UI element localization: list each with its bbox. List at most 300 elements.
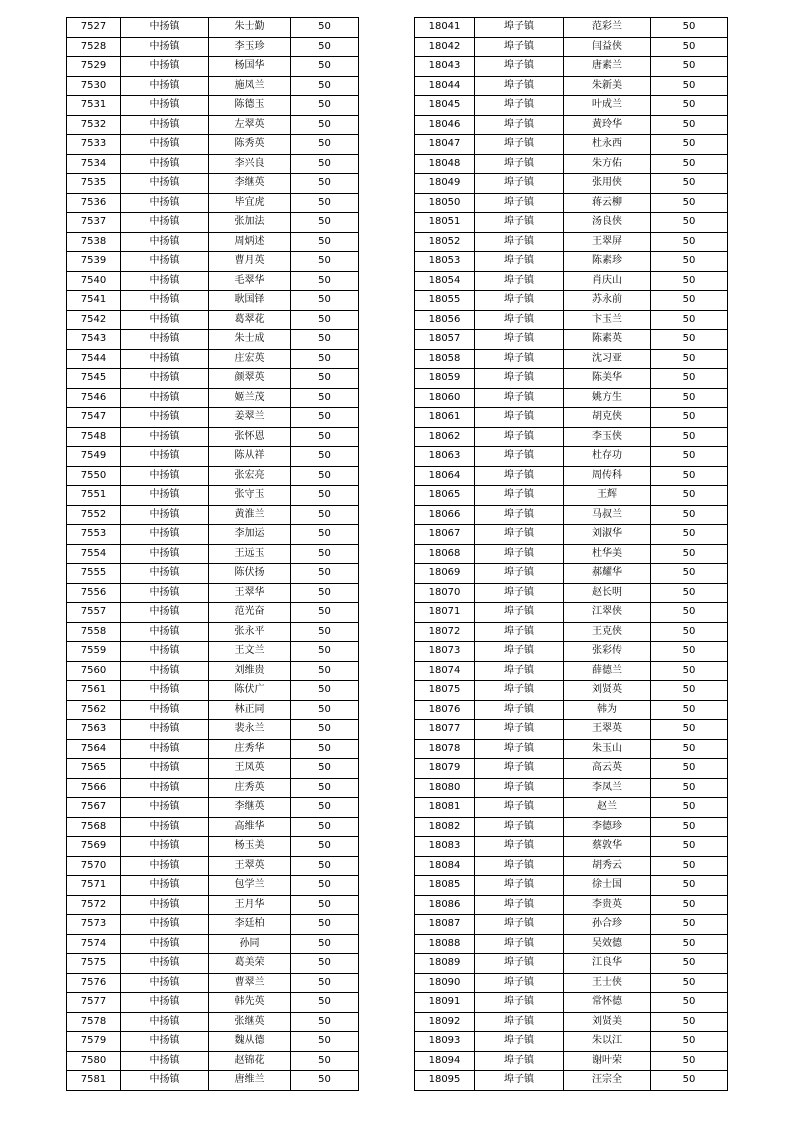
left-amount-cell: 50 (291, 174, 359, 194)
left-town-cell: 中扬镇 (121, 408, 209, 428)
left-table-row (67, 837, 359, 857)
right-table-row (415, 564, 728, 584)
left-id-cell: 7569 (67, 837, 121, 857)
right-amount-cell: 50 (651, 622, 728, 642)
right-town-cell: 埠子镇 (475, 739, 564, 759)
right-table-row (415, 876, 728, 896)
right-name-cell: 李贵英 (564, 895, 651, 915)
right-name-cell: 王克侠 (564, 622, 651, 642)
right-amount-cell: 50 (651, 193, 728, 213)
right-name-cell: 汪宗全 (564, 1071, 651, 1091)
left-amount-cell: 50 (291, 57, 359, 77)
left-town-cell: 中扬镇 (121, 193, 209, 213)
left-town-cell: 中扬镇 (121, 37, 209, 57)
right-table-row (415, 291, 728, 311)
left-amount-cell: 50 (291, 954, 359, 974)
right-town-cell: 埠子镇 (475, 232, 564, 252)
left-id-cell: 7565 (67, 759, 121, 779)
left-table-row (67, 466, 359, 486)
left-table-row (67, 915, 359, 935)
right-name-cell: 王翠屏 (564, 232, 651, 252)
right-town-cell: 埠子镇 (475, 18, 564, 38)
right-table-row (415, 603, 728, 623)
right-table-body (415, 18, 728, 1091)
left-name-cell: 施凤兰 (209, 76, 291, 96)
left-table-row (67, 622, 359, 642)
right-town-cell: 埠子镇 (475, 115, 564, 135)
left-town-cell: 中扬镇 (121, 330, 209, 350)
right-amount-cell: 50 (651, 466, 728, 486)
right-id-cell: 18064 (415, 466, 475, 486)
left-amount-cell: 50 (291, 856, 359, 876)
right-table-row (415, 856, 728, 876)
left-town-cell: 中扬镇 (121, 115, 209, 135)
right-name-cell: 杜存功 (564, 447, 651, 467)
right-town-cell: 埠子镇 (475, 76, 564, 96)
left-name-cell: 张怀恩 (209, 427, 291, 447)
left-id-cell: 7558 (67, 622, 121, 642)
right-name-cell: 李玉侠 (564, 427, 651, 447)
right-town-cell: 埠子镇 (475, 681, 564, 701)
left-amount-cell: 50 (291, 895, 359, 915)
left-amount-cell: 50 (291, 369, 359, 389)
right-town-cell: 埠子镇 (475, 837, 564, 857)
right-id-cell: 18095 (415, 1071, 475, 1091)
right-table-row (415, 661, 728, 681)
right-amount-cell: 50 (651, 232, 728, 252)
right-table-row (415, 1051, 728, 1071)
right-id-cell: 18061 (415, 408, 475, 428)
left-amount-cell: 50 (291, 778, 359, 798)
right-town-cell: 埠子镇 (475, 603, 564, 623)
right-id-cell: 18059 (415, 369, 475, 389)
left-id-cell: 7552 (67, 505, 121, 525)
right-town-cell: 埠子镇 (475, 388, 564, 408)
left-town-cell: 中扬镇 (121, 583, 209, 603)
right-table-row (415, 954, 728, 974)
right-amount-cell: 50 (651, 681, 728, 701)
left-table-row (67, 271, 359, 291)
left-amount-cell: 50 (291, 1032, 359, 1052)
right-name-cell: 周传科 (564, 466, 651, 486)
left-table-row (67, 349, 359, 369)
right-town-cell: 埠子镇 (475, 876, 564, 896)
left-town-cell: 中扬镇 (121, 154, 209, 174)
left-amount-cell: 50 (291, 1012, 359, 1032)
right-amount-cell: 50 (651, 564, 728, 584)
right-amount-cell: 50 (651, 330, 728, 350)
right-amount-cell: 50 (651, 856, 728, 876)
left-table-row (67, 759, 359, 779)
left-id-cell: 7547 (67, 408, 121, 428)
left-amount-cell: 50 (291, 817, 359, 837)
right-amount-cell: 50 (651, 954, 728, 974)
left-name-cell: 王凤英 (209, 759, 291, 779)
right-name-cell: 刘淑华 (564, 525, 651, 545)
right-table-row (415, 18, 728, 38)
left-name-cell: 陈从祥 (209, 447, 291, 467)
right-name-cell: 江翠侠 (564, 603, 651, 623)
right-name-cell: 朱以江 (564, 1032, 651, 1052)
left-name-cell: 朱士成 (209, 330, 291, 350)
right-table-row (415, 232, 728, 252)
right-town-cell: 埠子镇 (475, 895, 564, 915)
right-amount-cell: 50 (651, 798, 728, 818)
left-town-cell: 中扬镇 (121, 778, 209, 798)
right-town-cell: 埠子镇 (475, 193, 564, 213)
left-table-row (67, 954, 359, 974)
right-id-cell: 18090 (415, 973, 475, 993)
left-id-cell: 7566 (67, 778, 121, 798)
right-amount-cell: 50 (651, 778, 728, 798)
left-table-row (67, 700, 359, 720)
right-table-row (415, 96, 728, 116)
left-town-cell: 中扬镇 (121, 837, 209, 857)
right-id-cell: 18094 (415, 1051, 475, 1071)
right-id-cell: 18062 (415, 427, 475, 447)
left-table-row (67, 993, 359, 1013)
right-table-row (415, 427, 728, 447)
left-amount-cell: 50 (291, 505, 359, 525)
left-table-row (67, 408, 359, 428)
left-town-cell: 中扬镇 (121, 973, 209, 993)
left-name-cell: 张宏亮 (209, 466, 291, 486)
right-id-cell: 18085 (415, 876, 475, 896)
left-id-cell: 7531 (67, 96, 121, 116)
left-town-cell: 中扬镇 (121, 681, 209, 701)
left-amount-cell: 50 (291, 115, 359, 135)
right-id-cell: 18070 (415, 583, 475, 603)
right-id-cell: 18072 (415, 622, 475, 642)
right-amount-cell: 50 (651, 895, 728, 915)
right-town-cell: 埠子镇 (475, 720, 564, 740)
right-town-cell: 埠子镇 (475, 817, 564, 837)
right-amount-cell: 50 (651, 349, 728, 369)
right-town-cell: 埠子镇 (475, 778, 564, 798)
right-name-cell: 江良华 (564, 954, 651, 974)
right-town-cell: 埠子镇 (475, 271, 564, 291)
left-id-cell: 7546 (67, 388, 121, 408)
right-amount-cell: 50 (651, 817, 728, 837)
right-town-cell: 埠子镇 (475, 310, 564, 330)
right-amount-cell: 50 (651, 447, 728, 467)
left-town-cell: 中扬镇 (121, 174, 209, 194)
left-name-cell: 王远玉 (209, 544, 291, 564)
right-name-cell: 黄玲华 (564, 115, 651, 135)
left-amount-cell: 50 (291, 447, 359, 467)
left-name-cell: 毛翠华 (209, 271, 291, 291)
left-name-cell: 张守玉 (209, 486, 291, 506)
right-table-row (415, 408, 728, 428)
left-table-row (67, 934, 359, 954)
left-id-cell: 7561 (67, 681, 121, 701)
left-id-cell: 7581 (67, 1071, 121, 1091)
left-id-cell: 7549 (67, 447, 121, 467)
right-id-cell: 18041 (415, 18, 475, 38)
right-name-cell: 姚方生 (564, 388, 651, 408)
left-id-cell: 7550 (67, 466, 121, 486)
right-amount-cell: 50 (651, 427, 728, 447)
left-table-row (67, 1051, 359, 1071)
left-table-row (67, 564, 359, 584)
left-table-row (67, 291, 359, 311)
left-name-cell: 庄秀华 (209, 739, 291, 759)
left-name-cell: 陈秀英 (209, 135, 291, 155)
left-name-cell: 颜翠英 (209, 369, 291, 389)
right-amount-cell: 50 (651, 174, 728, 194)
right-town-cell: 埠子镇 (475, 447, 564, 467)
left-name-cell: 张加法 (209, 213, 291, 233)
right-town-cell: 埠子镇 (475, 174, 564, 194)
left-id-cell: 7553 (67, 525, 121, 545)
right-town-cell: 埠子镇 (475, 564, 564, 584)
left-name-cell: 杨国华 (209, 57, 291, 77)
left-id-cell: 7555 (67, 564, 121, 584)
right-id-cell: 18080 (415, 778, 475, 798)
left-name-cell: 李兴良 (209, 154, 291, 174)
right-amount-cell: 50 (651, 661, 728, 681)
left-town-cell: 中扬镇 (121, 291, 209, 311)
right-table-row (415, 934, 728, 954)
right-name-cell: 薛德兰 (564, 661, 651, 681)
right-id-cell: 18081 (415, 798, 475, 818)
right-table-row (415, 642, 728, 662)
right-town-cell: 埠子镇 (475, 915, 564, 935)
right-name-cell: 孙合珍 (564, 915, 651, 935)
left-name-cell: 王翠华 (209, 583, 291, 603)
left-name-cell: 裴永兰 (209, 720, 291, 740)
left-town-cell: 中扬镇 (121, 895, 209, 915)
right-name-cell: 郝耀华 (564, 564, 651, 584)
right-town-cell: 埠子镇 (475, 427, 564, 447)
right-table-row (415, 525, 728, 545)
right-name-cell: 吴效德 (564, 934, 651, 954)
left-name-cell: 毕宜虎 (209, 193, 291, 213)
right-id-cell: 18071 (415, 603, 475, 623)
left-amount-cell: 50 (291, 408, 359, 428)
right-town-cell: 埠子镇 (475, 369, 564, 389)
right-town-cell: 埠子镇 (475, 291, 564, 311)
left-town-cell: 中扬镇 (121, 1051, 209, 1071)
right-table-row (415, 817, 728, 837)
left-town-cell: 中扬镇 (121, 622, 209, 642)
right-name-cell: 朱玉山 (564, 739, 651, 759)
left-town-cell: 中扬镇 (121, 18, 209, 38)
right-table-row (415, 349, 728, 369)
left-town-cell: 中扬镇 (121, 447, 209, 467)
left-id-cell: 7548 (67, 427, 121, 447)
right-name-cell: 陈美华 (564, 369, 651, 389)
left-town-cell: 中扬镇 (121, 759, 209, 779)
right-name-cell: 李凤兰 (564, 778, 651, 798)
right-town-cell: 埠子镇 (475, 700, 564, 720)
right-table-row (415, 447, 728, 467)
left-name-cell: 赵锦花 (209, 1051, 291, 1071)
right-amount-cell: 50 (651, 271, 728, 291)
right-id-cell: 18086 (415, 895, 475, 915)
right-name-cell: 朱方佑 (564, 154, 651, 174)
left-amount-cell: 50 (291, 720, 359, 740)
left-town-cell: 中扬镇 (121, 915, 209, 935)
right-table-row (415, 76, 728, 96)
right-amount-cell: 50 (651, 18, 728, 38)
right-amount-cell: 50 (651, 154, 728, 174)
left-town-cell: 中扬镇 (121, 544, 209, 564)
left-table-row (67, 739, 359, 759)
left-name-cell: 王月华 (209, 895, 291, 915)
right-id-cell: 18053 (415, 252, 475, 272)
left-amount-cell: 50 (291, 993, 359, 1013)
left-table-row (67, 1032, 359, 1052)
left-id-cell: 7577 (67, 993, 121, 1013)
right-name-cell: 唐素兰 (564, 57, 651, 77)
right-name-cell: 肖庆山 (564, 271, 651, 291)
left-town-cell: 中扬镇 (121, 1032, 209, 1052)
left-id-cell: 7530 (67, 76, 121, 96)
left-amount-cell: 50 (291, 427, 359, 447)
right-id-cell: 18044 (415, 76, 475, 96)
left-name-cell: 庄宏英 (209, 349, 291, 369)
left-id-cell: 7571 (67, 876, 121, 896)
left-amount-cell: 50 (291, 252, 359, 272)
left-name-cell: 曹月英 (209, 252, 291, 272)
right-town-cell: 埠子镇 (475, 1051, 564, 1071)
left-table-row (67, 973, 359, 993)
left-amount-cell: 50 (291, 154, 359, 174)
left-name-cell: 陈德玉 (209, 96, 291, 116)
right-table-row (415, 837, 728, 857)
left-id-cell: 7532 (67, 115, 121, 135)
right-table-row (415, 973, 728, 993)
left-table-row (67, 310, 359, 330)
right-town-cell: 埠子镇 (475, 330, 564, 350)
left-table-row (67, 369, 359, 389)
right-id-cell: 18089 (415, 954, 475, 974)
right-id-cell: 18074 (415, 661, 475, 681)
left-name-cell: 朱士勤 (209, 18, 291, 38)
left-table-row (67, 96, 359, 116)
right-amount-cell: 50 (651, 642, 728, 662)
left-amount-cell: 50 (291, 681, 359, 701)
right-town-cell: 埠子镇 (475, 759, 564, 779)
left-name-cell: 孙同 (209, 934, 291, 954)
right-id-cell: 18092 (415, 1012, 475, 1032)
right-amount-cell: 50 (651, 1012, 728, 1032)
right-amount-cell: 50 (651, 1032, 728, 1052)
left-name-cell: 李玉珍 (209, 37, 291, 57)
right-town-cell: 埠子镇 (475, 135, 564, 155)
left-table-row (67, 603, 359, 623)
left-name-cell: 黄淮兰 (209, 505, 291, 525)
left-table-row (67, 388, 359, 408)
right-name-cell: 张彩传 (564, 642, 651, 662)
left-town-cell: 中扬镇 (121, 700, 209, 720)
left-amount-cell: 50 (291, 213, 359, 233)
left-id-cell: 7580 (67, 1051, 121, 1071)
right-name-cell: 常怀德 (564, 993, 651, 1013)
left-amount-cell: 50 (291, 18, 359, 38)
left-id-cell: 7538 (67, 232, 121, 252)
right-table-row (415, 174, 728, 194)
right-town-cell: 埠子镇 (475, 37, 564, 57)
left-table-row (67, 232, 359, 252)
right-id-cell: 18049 (415, 174, 475, 194)
left-table-row (67, 154, 359, 174)
left-table-row (67, 876, 359, 896)
right-amount-cell: 50 (651, 310, 728, 330)
left-amount-cell: 50 (291, 310, 359, 330)
left-town-cell: 中扬镇 (121, 798, 209, 818)
left-name-cell: 王文兰 (209, 642, 291, 662)
right-amount-cell: 50 (651, 252, 728, 272)
right-name-cell: 王翠英 (564, 720, 651, 740)
right-table-row (415, 1032, 728, 1052)
left-id-cell: 7556 (67, 583, 121, 603)
right-name-cell: 李德珍 (564, 817, 651, 837)
right-id-cell: 18050 (415, 193, 475, 213)
right-id-cell: 18066 (415, 505, 475, 525)
left-id-cell: 7562 (67, 700, 121, 720)
left-town-cell: 中扬镇 (121, 934, 209, 954)
left-id-cell: 7545 (67, 369, 121, 389)
left-id-cell: 7528 (67, 37, 121, 57)
right-name-cell: 张用侠 (564, 174, 651, 194)
right-town-cell: 埠子镇 (475, 973, 564, 993)
right-id-cell: 18067 (415, 525, 475, 545)
left-id-cell: 7544 (67, 349, 121, 369)
left-name-cell: 陈伏扬 (209, 564, 291, 584)
right-table (414, 17, 728, 1091)
left-town-cell: 中扬镇 (121, 76, 209, 96)
right-table-row (415, 154, 728, 174)
left-town-cell: 中扬镇 (121, 739, 209, 759)
right-town-cell: 埠子镇 (475, 466, 564, 486)
right-table-row (415, 622, 728, 642)
right-name-cell: 沈习亚 (564, 349, 651, 369)
right-name-cell: 朱新美 (564, 76, 651, 96)
right-town-cell: 埠子镇 (475, 349, 564, 369)
right-name-cell: 马叔兰 (564, 505, 651, 525)
right-town-cell: 埠子镇 (475, 408, 564, 428)
right-town-cell: 埠子镇 (475, 798, 564, 818)
right-amount-cell: 50 (651, 505, 728, 525)
right-town-cell: 埠子镇 (475, 96, 564, 116)
right-id-cell: 18056 (415, 310, 475, 330)
left-amount-cell: 50 (291, 583, 359, 603)
right-name-cell: 赵兰 (564, 798, 651, 818)
right-id-cell: 18042 (415, 37, 475, 57)
left-town-cell: 中扬镇 (121, 720, 209, 740)
right-town-cell: 埠子镇 (475, 486, 564, 506)
left-name-cell: 周炳述 (209, 232, 291, 252)
right-table-row (415, 739, 728, 759)
right-table-row (415, 213, 728, 233)
right-table-row (415, 310, 728, 330)
left-town-cell: 中扬镇 (121, 57, 209, 77)
right-amount-cell: 50 (651, 408, 728, 428)
right-table-row (415, 993, 728, 1013)
left-amount-cell: 50 (291, 700, 359, 720)
left-table-row (67, 447, 359, 467)
right-id-cell: 18083 (415, 837, 475, 857)
right-name-cell: 胡克侠 (564, 408, 651, 428)
left-amount-cell: 50 (291, 271, 359, 291)
left-town-cell: 中扬镇 (121, 96, 209, 116)
right-amount-cell: 50 (651, 700, 728, 720)
right-amount-cell: 50 (651, 486, 728, 506)
left-town-cell: 中扬镇 (121, 603, 209, 623)
left-table-body (67, 18, 359, 1091)
